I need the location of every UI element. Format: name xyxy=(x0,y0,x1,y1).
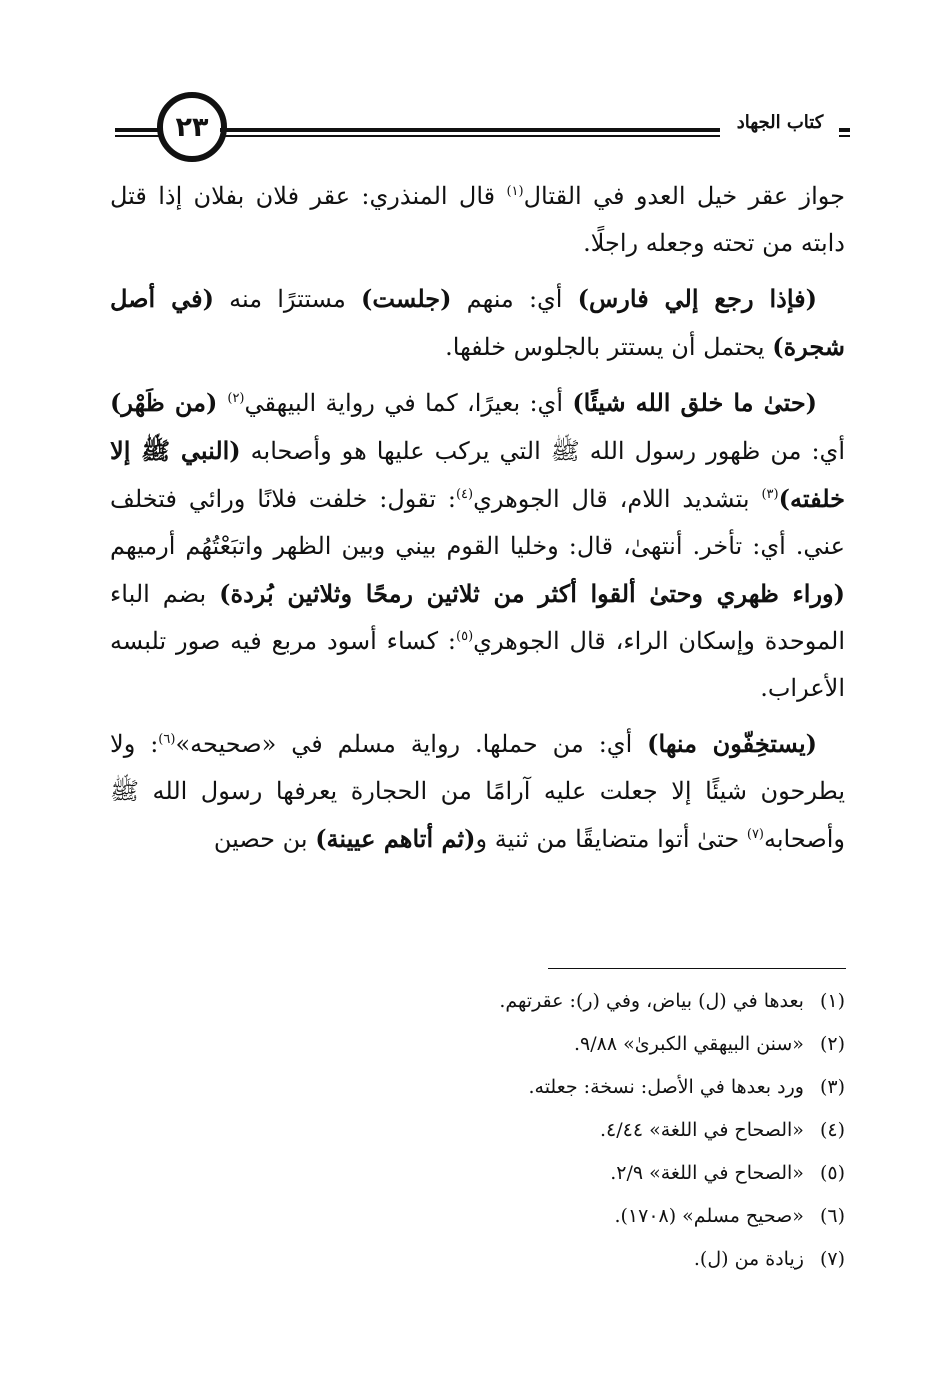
footnote-item xyxy=(360,1195,845,1238)
footnote-number: (١) xyxy=(819,990,845,1012)
text-span: جواز عقر خيل العدو في القتال xyxy=(523,182,845,210)
footnote-number: (٥) xyxy=(819,1162,845,1184)
footnote-text: ورد بعدها في الأصل: نسخة: جعلته. xyxy=(528,1076,804,1098)
footnote-number: (٦) xyxy=(819,1205,845,1227)
footnote-text: «الصحاح في اللغة» ٢/٩. xyxy=(610,1162,804,1184)
footnote-text: زيادة من (ل). xyxy=(693,1248,804,1270)
header-rule-middle-bottom xyxy=(220,135,720,137)
footnote-marker-6: (٦) xyxy=(158,732,176,747)
footnote-number: (٤) xyxy=(819,1119,845,1141)
text-span: بضم الباء الموحدة وإسكان الراء، قال الجوهري xyxy=(110,580,845,655)
header-rule-middle-top xyxy=(220,128,720,132)
text-span: مستترًا منه xyxy=(213,285,362,313)
text-span: أي: بعيرًا، كما في رواية البيهقي xyxy=(244,389,573,417)
paragraph-2 xyxy=(110,275,845,371)
footnote-marker-7: (٧) xyxy=(746,827,764,842)
quoted-phrase: (النبي ﷺ إلا خلفته) xyxy=(110,436,845,513)
text-span: : كساء أسود مربع فيه صور تلبسه الأعراب. xyxy=(110,627,845,702)
footnotes xyxy=(360,980,845,1281)
header-rule-left-bottom xyxy=(115,135,160,137)
text-span: بتشديد اللام، قال الجوهري xyxy=(473,485,762,513)
footnote-item xyxy=(360,1109,845,1152)
quoted-phrase: (في أصل شجرة) xyxy=(110,284,845,361)
text-span: أي: من ظهور رسول الله ﷺ التي يركب عليها هو وأصحابه xyxy=(240,437,845,465)
header-rule-right-top xyxy=(839,128,850,132)
main-text xyxy=(110,173,845,871)
page-header xyxy=(115,92,850,174)
footnote-number: (٢) xyxy=(819,1033,845,1055)
paragraph-4 xyxy=(110,720,845,863)
footnote-text: «الصحاح في اللغة» ٤/٤٤. xyxy=(599,1119,804,1141)
quoted-phrase: (جلست) xyxy=(361,284,452,313)
quoted-phrase: (ثم أتاهم عيينة) xyxy=(315,824,476,853)
page-number-badge xyxy=(157,92,227,162)
text-span: أي: منهم xyxy=(451,285,578,313)
paragraph-3 xyxy=(110,379,845,712)
footnote-number: (٧) xyxy=(819,1248,845,1270)
footnote-item xyxy=(360,1023,845,1066)
footnote-number: (٣) xyxy=(819,1076,845,1098)
footnote-marker-3: (٣) xyxy=(761,487,779,502)
text-span: : تقول: خلفت فلانًا ورائي فتخلف عني. أي: تأخر. أنتهىٰ، قال: وخليا القوم بيني وبين الظهر واتبَعْتُهُم أرميهم xyxy=(110,485,845,560)
chapter-title: كتاب الجهاد xyxy=(736,112,824,133)
footnote-separator xyxy=(548,968,846,969)
quoted-phrase: (يستخِفّون منها) xyxy=(647,729,817,758)
text-span: أي: من حملها. رواية مسلم في «صحيحه» xyxy=(175,730,648,758)
quoted-phrase: (حتىٰ ما خلق الله شيئًا) xyxy=(572,388,818,417)
footnote-item xyxy=(360,1066,845,1109)
footnote-text: «صحيح مسلم» (١٧٠٨). xyxy=(614,1205,804,1227)
footnote-marker-2: (٢) xyxy=(227,391,245,406)
header-rule-right-bottom xyxy=(839,135,850,137)
text-span: بن حصين xyxy=(213,825,316,853)
header-rule-left-top xyxy=(115,128,160,132)
footnote-item xyxy=(360,1238,845,1281)
text-span: قال المنذري: عقر فلان بفلان إذا قتل دابته من تحته وجعله راجلًا. xyxy=(110,182,845,257)
page-number: ٢٣ xyxy=(175,111,209,143)
text-span: : ولا يطرحون شيئًا إلا جعلت عليه آرامًا من الحجارة يعرفها رسول الله ﷺ وأصحابه xyxy=(110,730,845,853)
footnote-marker-1: (١) xyxy=(506,184,524,199)
footnote-item xyxy=(360,1152,845,1195)
quoted-phrase: (فإذا رجع إلي فارس) xyxy=(577,284,817,313)
footnote-item xyxy=(360,980,845,1023)
quoted-phrase: (وراء ظهري وحتىٰ ألقوا أكثر من ثلاثين رمحًا وثلاثين بُردة) xyxy=(219,579,846,608)
paragraph-1 xyxy=(110,173,845,267)
footnote-text: «سنن البيهقي الكبرىٰ» ٩/٨٨. xyxy=(573,1033,804,1055)
text-span: حتىٰ أتوا متضايقًا من ثنية و xyxy=(475,825,747,853)
footnote-marker-4: (٤) xyxy=(455,487,474,502)
footnote-text: بعدها في (ل) بياض، وفي (ر): عقرتهم. xyxy=(499,990,804,1012)
quoted-phrase: (من ظَهْر) xyxy=(110,388,228,417)
footnote-marker-5: (٥) xyxy=(456,629,474,644)
text-span: يحتمل أن يستتر بالجلوس خلفها. xyxy=(445,333,773,361)
